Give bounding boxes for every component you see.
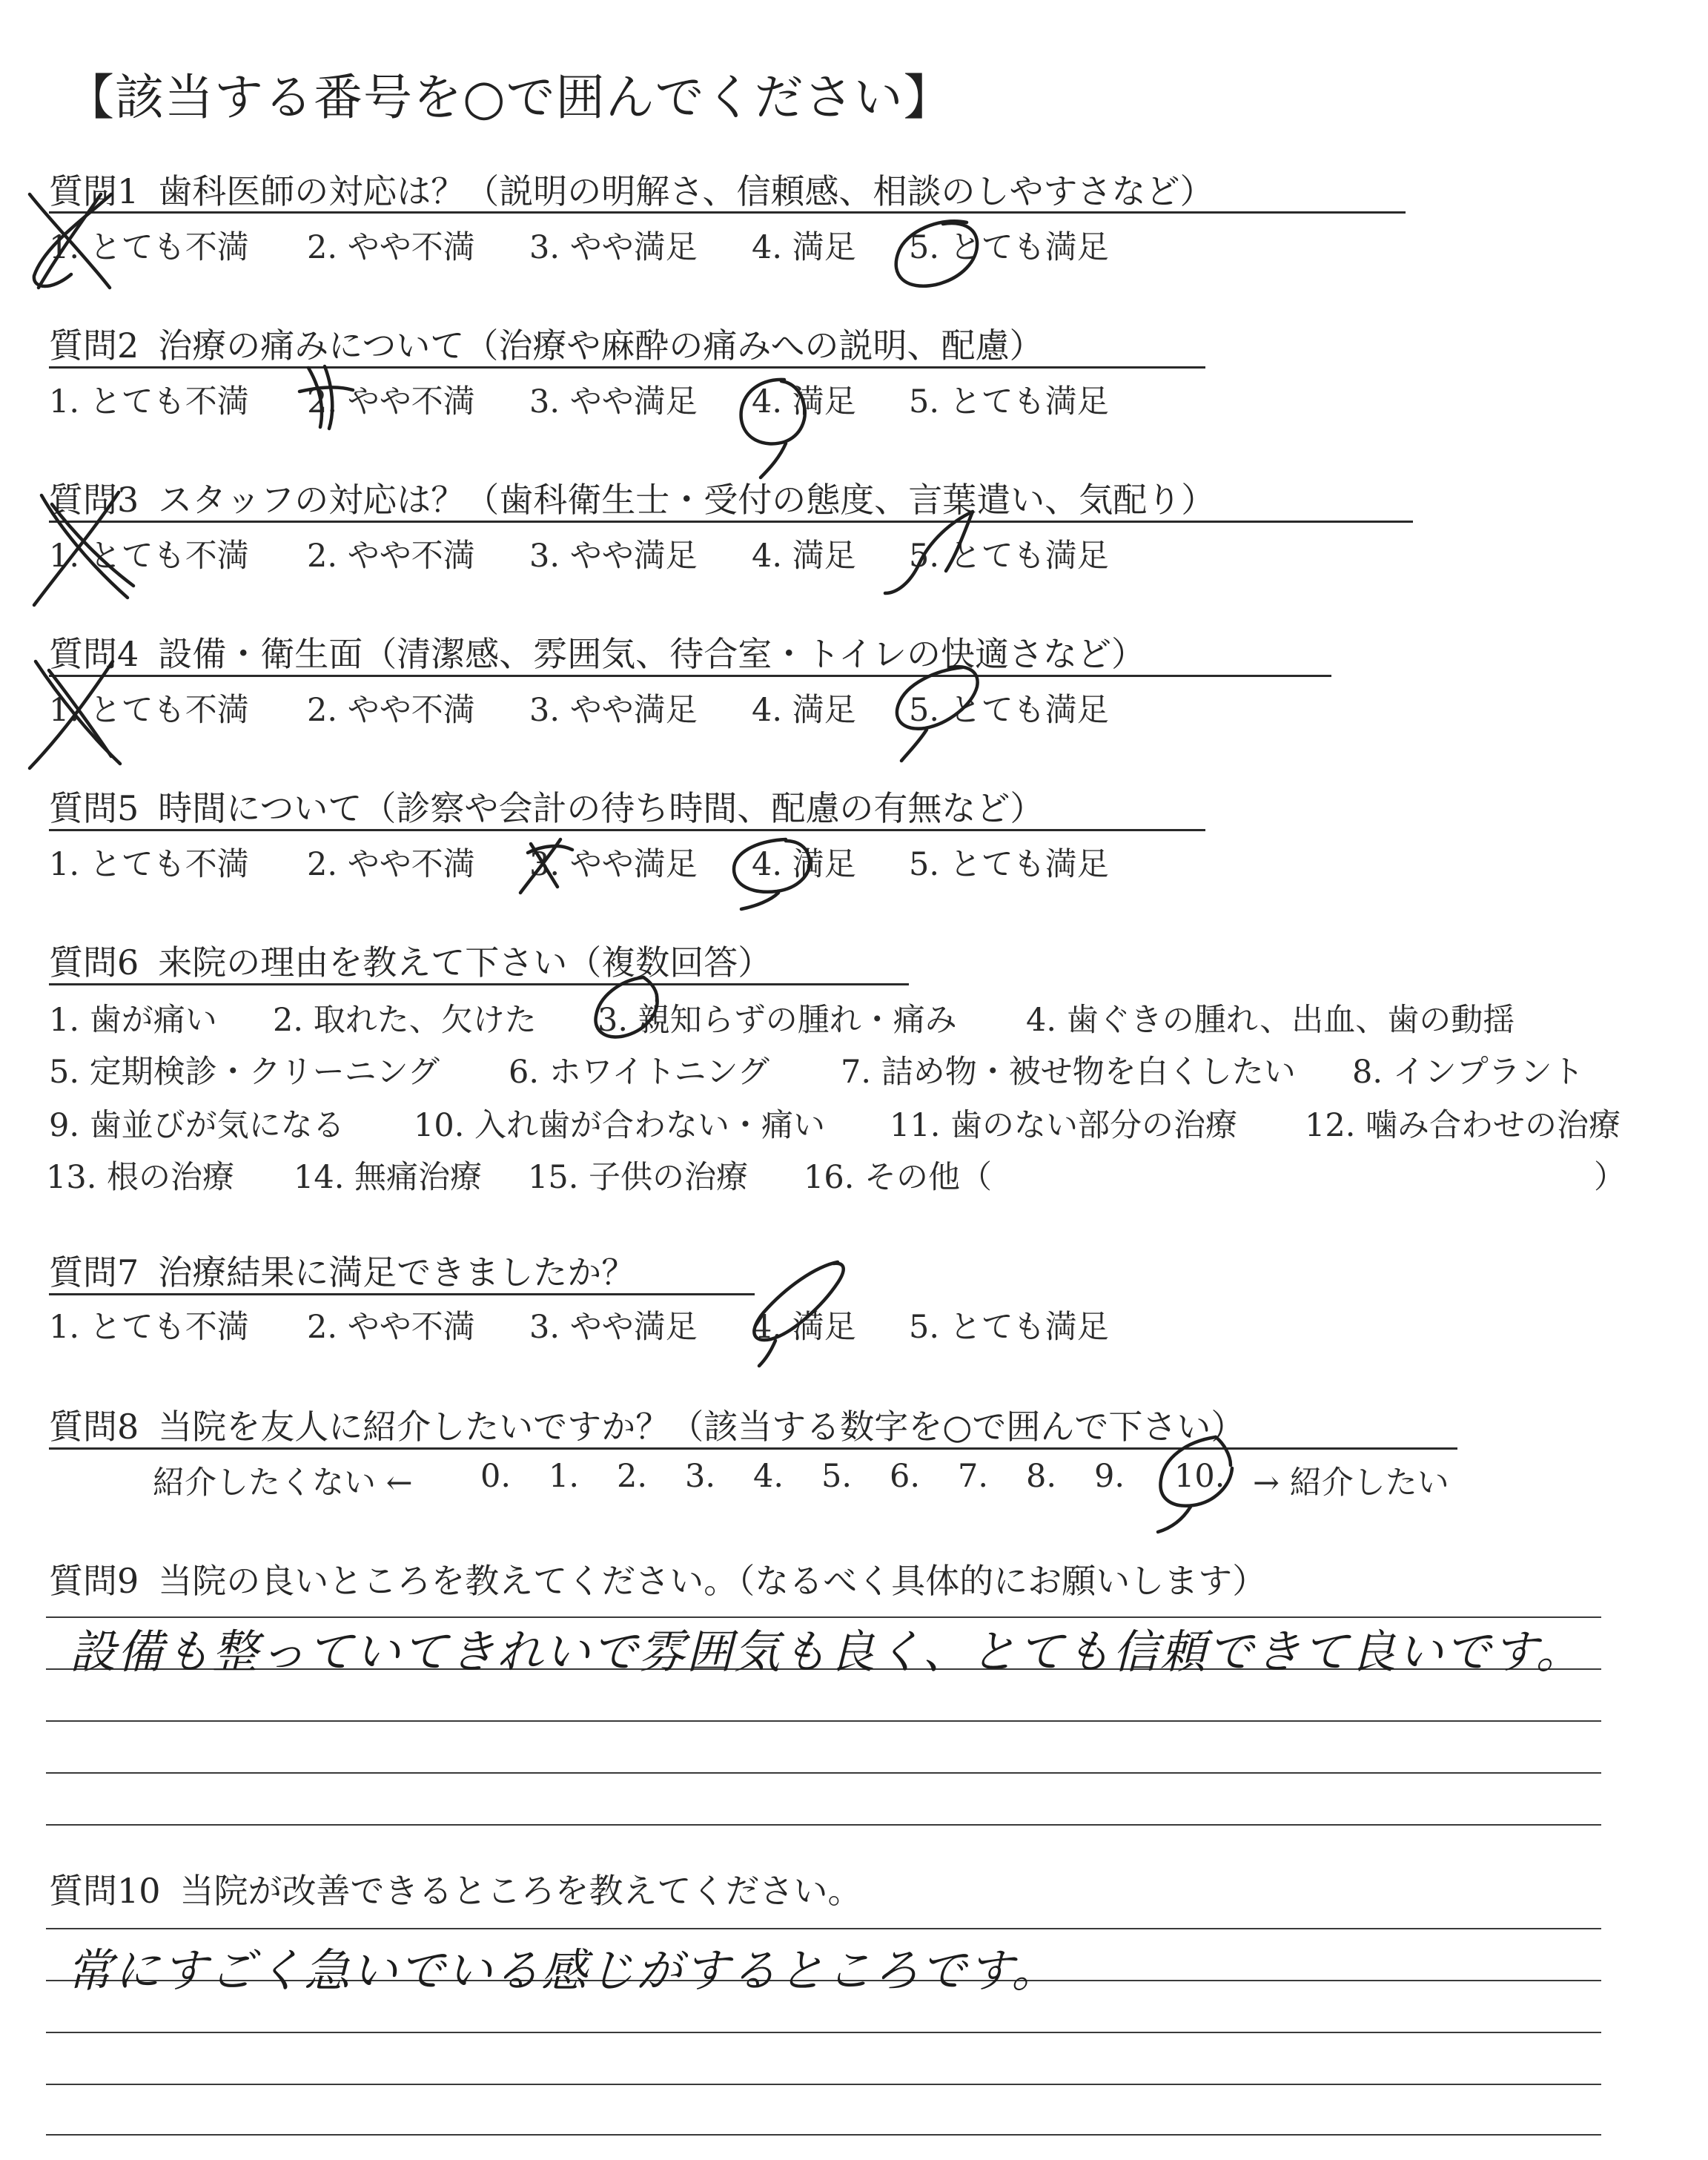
question-10-title (49, 1864, 862, 1913)
q10-handwritten-answer[interactable]: 常にすごく急いでいる感じがするところです。 (67, 1943, 1059, 1998)
question-5-number: 質問5 (49, 788, 139, 828)
q5-option-4[interactable]: 4. 満足 (752, 846, 856, 883)
question-1-number: 質問1 (49, 171, 139, 211)
question-8-underline (49, 1447, 1457, 1450)
q6-option-2[interactable]: 2. 取れた、欠けた (273, 1002, 537, 1039)
q3-option-1[interactable]: 1. とても不満 (49, 538, 249, 575)
q8-scale-1[interactable]: 1. (549, 1458, 580, 1495)
question-7-number: 質問7 (49, 1252, 139, 1292)
q2-option-5[interactable]: 5. とても満足 (909, 383, 1109, 420)
question-7-title (49, 1246, 635, 1295)
q5-option-2[interactable]: 2. やや不満 (307, 846, 475, 883)
q3-option-3[interactable]: 3. やや満足 (529, 538, 698, 575)
question-10-number: 質問10 (49, 1871, 161, 1911)
question-1-underline (49, 211, 1406, 214)
q6-option-15[interactable]: 15. 子供の治療 (528, 1159, 749, 1196)
q4-option-5[interactable]: 5. とても満足 (909, 692, 1109, 729)
q6-other-close-paren: ） (1594, 1159, 1626, 1196)
q6-option-9[interactable]: 9. 歯並びが気になる (49, 1107, 345, 1144)
q8-scale-6[interactable]: 6. (890, 1458, 921, 1495)
question-6-text: 来院の理由を教えて下さい（複数回答） (158, 942, 772, 982)
question-4-underline (49, 675, 1331, 677)
q3-option-5[interactable]: 5. とても満足 (909, 538, 1109, 575)
question-9-text: 当院の良いところを教えてください。（なるべく具体的にお願いします） (158, 1561, 1267, 1601)
question-8-number: 質問8 (49, 1407, 139, 1447)
q10-rule-4 (46, 2084, 1601, 2085)
q4-option-1[interactable]: 1. とても不満 (49, 692, 249, 729)
question-2-text: 治療の痛みについて（治療や麻酔の痛みへの説明、配慮） (158, 326, 1044, 366)
q1-option-2[interactable]: 2. やや不満 (307, 229, 475, 266)
q6-option-16[interactable]: 16. その他（ (804, 1159, 993, 1196)
question-8-title (49, 1400, 1245, 1449)
question-5-underline (49, 829, 1205, 831)
q2-option-3[interactable]: 3. やや満足 (529, 383, 698, 420)
q9-handwritten-answer[interactable]: 設備も整っていてきれいで雰囲気も良く、とても信頼できて良いです。 (70, 1625, 1583, 1679)
q8-scale-0[interactable]: 0. (480, 1458, 512, 1495)
question-2-number: 質問2 (49, 326, 139, 366)
question-7-text: 治療結果に満足できましたか？ (158, 1252, 636, 1292)
q8-left-label: 紹介したくない ← (153, 1464, 413, 1502)
q8-scale-10[interactable]: 10. (1174, 1458, 1225, 1495)
q6-option-7[interactable]: 7. 詰め物・被せ物を白くしたい (841, 1054, 1296, 1091)
q1-option-5[interactable]: 5. とても満足 (909, 229, 1109, 266)
q9-rule-4 (46, 1772, 1601, 1774)
q1-option-1[interactable]: 1. とても不満 (49, 229, 249, 266)
page-title: 【該当する番号を○で囲んでください】 (65, 69, 953, 126)
q6-option-1[interactable]: 1. 歯が痛い (49, 1002, 217, 1039)
q7-option-5[interactable]: 5. とても満足 (909, 1309, 1109, 1346)
q10-rule-5 (46, 2134, 1601, 2136)
q6-option-5[interactable]: 5. 定期検診・クリーニング (49, 1054, 440, 1091)
question-6-number: 質問6 (49, 942, 139, 982)
q2-option-2[interactable]: 2. やや不満 (307, 383, 475, 420)
q8-scale-2[interactable]: 2. (617, 1458, 648, 1495)
q4-option-2[interactable]: 2. やや不満 (307, 692, 475, 729)
question-3-underline (49, 521, 1413, 523)
q2-option-1[interactable]: 1. とても不満 (49, 383, 249, 420)
question-5-text: 時間について（診察や会計の待ち時間、配慮の有無など） (158, 788, 1045, 828)
q8-scale-4[interactable]: 4. (753, 1458, 784, 1495)
q6-option-13[interactable]: 13. 根の治療 (46, 1159, 235, 1196)
q8-scale-3[interactable]: 3. (685, 1458, 716, 1495)
q3-option-4[interactable]: 4. 満足 (752, 538, 856, 575)
question-7-underline (49, 1293, 755, 1295)
q7-option-2[interactable]: 2. やや不満 (307, 1309, 475, 1346)
question-8-text: 当院を友人に紹介したいですか？（該当する数字を○で囲んで下さい） (158, 1407, 1245, 1447)
question-1-title (49, 165, 1214, 214)
q6-option-4[interactable]: 4. 歯ぐきの腫れ、出血、歯の動揺 (1026, 1002, 1515, 1039)
question-2-underline (49, 366, 1205, 369)
question-1-text: 歯科医師の対応は？（説明の明解さ、信頼感、相談のしやすさなど） (158, 171, 1214, 211)
q7-option-3[interactable]: 3. やや満足 (529, 1309, 698, 1346)
question-9-title (49, 1554, 1266, 1603)
q6-option-8[interactable]: 8. インプラント (1352, 1054, 1584, 1091)
question-3-text: スタッフの対応は？（歯科衛生士・受付の態度、言葉遣い、気配り） (158, 480, 1216, 520)
q8-scale-5[interactable]: 5. (821, 1458, 853, 1495)
question-4-title (49, 627, 1145, 676)
question-6-title (49, 936, 772, 985)
q5-option-3[interactable]: 3. やや満足 (529, 846, 698, 883)
q6-option-3[interactable]: 3. 親知らずの腫れ・痛み (598, 1002, 957, 1039)
question-4-number: 質問4 (49, 634, 139, 674)
question-9-number: 質問9 (49, 1561, 139, 1601)
q5-option-5[interactable]: 5. とても満足 (909, 846, 1109, 883)
question-5-title (49, 782, 1044, 830)
q6-option-6[interactable]: 6. ホワイトニング (509, 1054, 769, 1091)
question-6-underline (49, 983, 909, 985)
q8-scale-8[interactable]: 8. (1026, 1458, 1057, 1495)
q4-option-3[interactable]: 3. やや満足 (529, 692, 698, 729)
q9-rule-5 (46, 1824, 1601, 1826)
question-4-text: 設備・衛生面（清潔感、雰囲気、待合室・トイレの快適さなど） (158, 634, 1145, 674)
q6-option-10[interactable]: 10. 入れ歯が合わない・痛い (414, 1107, 826, 1144)
q10-rule-3 (46, 2032, 1601, 2033)
q9-rule-3 (46, 1720, 1601, 1722)
q10-rule-1 (46, 1928, 1601, 1929)
q8-scale-7[interactable]: 7. (958, 1458, 989, 1495)
q8-scale-9[interactable]: 9. (1094, 1458, 1125, 1495)
q7-option-4[interactable]: 4. 満足 (752, 1309, 856, 1346)
q6-option-11[interactable]: 11. 歯のない部分の治療 (890, 1107, 1238, 1144)
question-2-title (49, 319, 1043, 368)
q5-option-1[interactable]: 1. とても不満 (49, 846, 249, 883)
question-3-title (49, 473, 1215, 522)
question-10-text: 当院が改善できるところを教えてください。 (179, 1871, 862, 1911)
q1-option-3[interactable]: 3. やや満足 (529, 229, 698, 266)
q1-option-4[interactable]: 4. 満足 (752, 229, 856, 266)
q3-option-2[interactable]: 2. やや不満 (307, 538, 475, 575)
q8-right-label: → 紹介したい (1253, 1464, 1449, 1502)
q4-option-4[interactable]: 4. 満足 (752, 692, 856, 729)
q2-option-4[interactable]: 4. 満足 (752, 383, 856, 420)
q7-option-1[interactable]: 1. とても不満 (49, 1309, 249, 1346)
q6-option-14[interactable]: 14. 無痛治療 (294, 1159, 483, 1196)
question-3-number: 質問3 (49, 480, 139, 520)
q6-option-12[interactable]: 12. 噛み合わせの治療 (1305, 1107, 1621, 1144)
